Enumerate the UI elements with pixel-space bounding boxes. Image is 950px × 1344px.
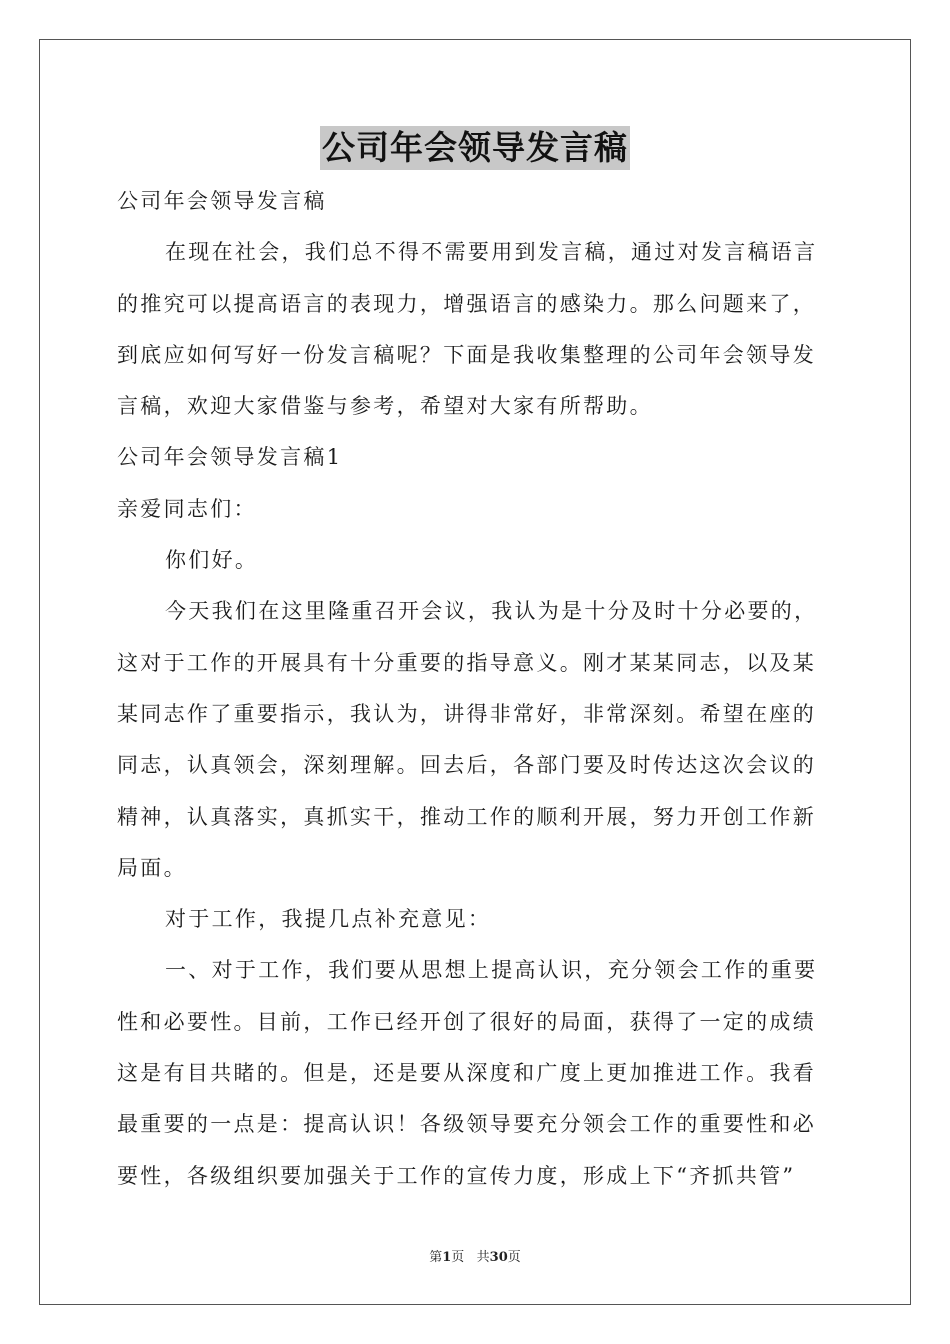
- document-title: 公司年会领导发言稿: [320, 126, 630, 170]
- paragraph: 一、对于工作，我们要从思想上提高认识，充分领会工作的重要性和必要性。目前，工作已经开创了很好的局面，获得了一定的成绩这是有目共睹的。但是，还是要从深度和广度上更加推进工作。我看最重要的一点是：提高认识！各级领导要充分领会工作的重要性和必要性，各级组织要加强关于工作的宣传力度，形成上下“齐抓共管”: [117, 958, 818, 1188]
- salutation: 亲爱同志们：: [117, 496, 257, 521]
- page-footer: [0, 1246, 950, 1265]
- section-heading: 公司年会领导发言稿1: [117, 445, 343, 470]
- document-body: [117, 176, 833, 1202]
- paragraph: 在现在社会，我们总不得不需要用到发言稿，通过对发言稿语言的推究可以提高语言的表现力，增强语言的感染力。那么问题来了，到底应如何写好一份发言稿呢？下面是我收集整理的公司年会领导发言稿，欢迎大家借鉴与参考，希望对大家有所帮助。: [117, 240, 818, 419]
- paragraph: 今天我们在这里隆重召开会议，我认为是十分及时十分必要的，这对于工作的开展具有十分重要的指导意义。刚才某某同志，以及某某同志作了重要指示，我认为，讲得非常好，非常深刻。希望在座的同志，认真领会，深刻理解。回去后，各部门要及时传达这次会议的精神，认真落实，真抓实干，推动工作的顺利开展，努力开创工作新局面。: [117, 599, 818, 880]
- paragraph: 对于工作，我提几点补充意见：: [165, 907, 492, 932]
- footer-prefix: 第: [429, 1250, 443, 1265]
- paragraph: 公司年会领导发言稿: [117, 189, 327, 213]
- paragraph: 你们好。: [165, 548, 259, 573]
- footer-page-number: 1: [442, 1250, 452, 1265]
- footer-mid: 页 共: [451, 1250, 490, 1265]
- footer-suffix: 页: [507, 1250, 521, 1265]
- title-area: [0, 126, 950, 170]
- footer-total-pages: 30: [489, 1250, 508, 1265]
